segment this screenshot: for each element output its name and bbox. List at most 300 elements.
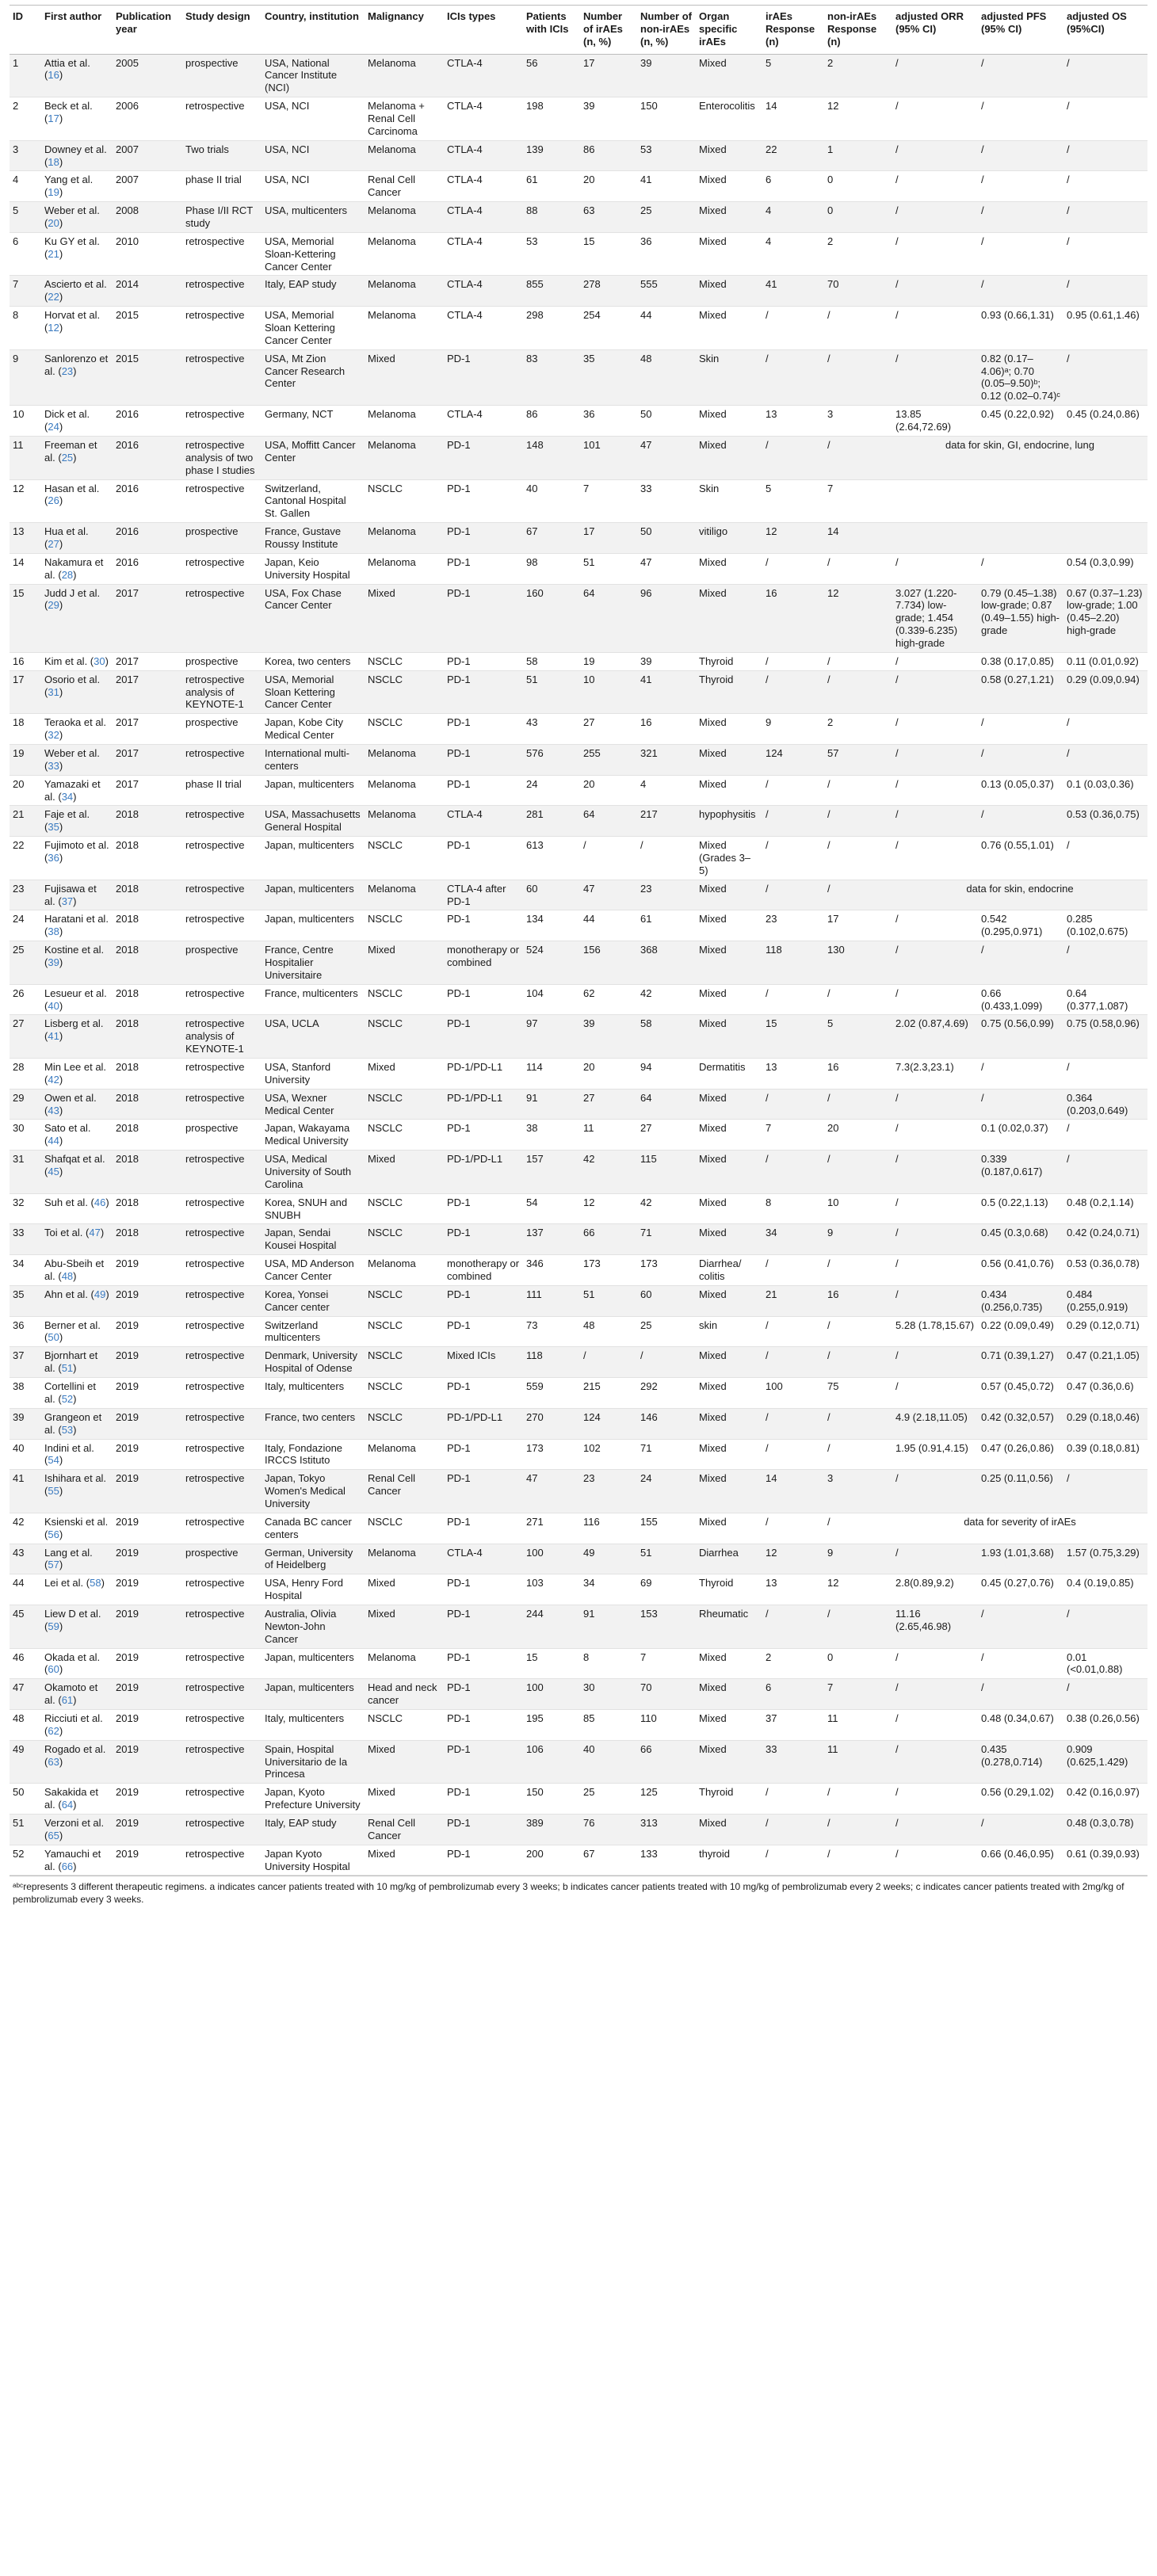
- publication-year: 2017: [113, 584, 182, 652]
- publication-year: 2017: [113, 775, 182, 806]
- adjusted-os: /: [1063, 1151, 1147, 1194]
- non-irae-count: 7: [637, 1648, 696, 1679]
- author-name: Verzoni et al.: [44, 1816, 105, 1829]
- reference-link[interactable]: 29: [48, 599, 59, 612]
- adjusted-pfs: 0.79 (0.45–1.38) low-grade; 0.87 (0.49–1.55) high-grade: [978, 584, 1063, 652]
- non-irae-response: 7: [824, 1679, 892, 1710]
- non-irae-response: /: [824, 1513, 892, 1544]
- reference-link[interactable]: 36: [48, 851, 59, 864]
- study-design: retrospective: [182, 276, 262, 307]
- reference-link[interactable]: 17: [48, 113, 59, 125]
- organ-specific-irae: Thyroid: [696, 1574, 762, 1605]
- author-name: Faje et al.: [44, 808, 90, 821]
- country-institution: Japan, multicenters: [262, 1648, 365, 1679]
- table-row: [10, 307, 1147, 350]
- reference-link[interactable]: 12: [48, 322, 59, 334]
- irae-response: /: [762, 1316, 824, 1347]
- irae-count: 40: [580, 1740, 637, 1784]
- non-irae-response: 12: [824, 584, 892, 652]
- table-row: [10, 140, 1147, 171]
- table-row: [10, 1740, 1147, 1784]
- non-irae-count: 4: [637, 775, 696, 806]
- malignancy: Mixed: [365, 1151, 444, 1194]
- study-id: 20: [10, 775, 41, 806]
- author-name: Yamazaki et al.: [44, 777, 101, 803]
- author-name: Liew D et al.: [44, 1607, 101, 1620]
- organ-specific-irae: Mixed: [696, 276, 762, 307]
- publication-year: 2019: [113, 1513, 182, 1544]
- first-author: Weber et al. (33): [41, 744, 113, 775]
- publication-year: 2006: [113, 97, 182, 141]
- patients-count: 100: [523, 1544, 580, 1574]
- study-id: 27: [10, 1015, 41, 1059]
- study-id: 43: [10, 1544, 41, 1574]
- reference-link[interactable]: 59: [48, 1620, 59, 1632]
- table-row: [10, 984, 1147, 1015]
- reference-link[interactable]: 54: [48, 1454, 59, 1467]
- adjusted-orr: /: [892, 1151, 978, 1194]
- irae-response: /: [762, 1347, 824, 1378]
- patients-count: 91: [523, 1089, 580, 1120]
- publication-year: 2008: [113, 202, 182, 233]
- reference-link[interactable]: 49: [94, 1288, 106, 1300]
- ici-type: PD-1: [444, 1679, 523, 1710]
- malignancy: Melanoma: [365, 1648, 444, 1679]
- non-irae-count: 53: [637, 140, 696, 171]
- author-name: Cortellini et al.: [44, 1380, 97, 1405]
- publication-year: 2019: [113, 1709, 182, 1740]
- adjusted-pfs: 1.93 (1.01,3.68): [978, 1544, 1063, 1574]
- non-irae-response: /: [824, 806, 892, 837]
- patients-count: 160: [523, 584, 580, 652]
- patients-count: 118: [523, 1347, 580, 1378]
- reference-link[interactable]: 25: [61, 451, 74, 464]
- adjusted-os: /: [1063, 232, 1147, 276]
- irae-response: /: [762, 1605, 824, 1648]
- country-institution: USA, NCI: [262, 140, 365, 171]
- non-irae-count: 150: [637, 97, 696, 141]
- first-author: Ricciuti et al. (62): [41, 1709, 113, 1740]
- column-header: Patients with ICIs: [523, 6, 580, 55]
- table-row: [10, 1648, 1147, 1679]
- ici-type: PD-1: [444, 1513, 523, 1544]
- malignancy: Mixed: [365, 1784, 444, 1815]
- irae-count: 173: [580, 1255, 637, 1286]
- irae-count: 49: [580, 1544, 637, 1574]
- non-irae-count: 153: [637, 1605, 696, 1648]
- study-design: retrospective: [182, 806, 262, 837]
- table-row: [10, 1378, 1147, 1409]
- malignancy: Mixed: [365, 1059, 444, 1090]
- reference-link[interactable]: 65: [48, 1829, 59, 1841]
- non-irae-count: 16: [637, 714, 696, 745]
- irae-response: /: [762, 837, 824, 880]
- adjusted-pfs: 0.71 (0.39,1.27): [978, 1347, 1063, 1378]
- irae-count: /: [580, 837, 637, 880]
- reference-link[interactable]: 56: [48, 1528, 59, 1540]
- patients-count: 47: [523, 1470, 580, 1513]
- organ-specific-irae: Mixed: [696, 553, 762, 584]
- irae-count: 47: [580, 880, 637, 910]
- country-institution: USA, NCI: [262, 171, 365, 202]
- irae-count: 51: [580, 553, 637, 584]
- irae-response: /: [762, 652, 824, 670]
- adjusted-os: 0.909 (0.625,1.429): [1063, 1740, 1147, 1784]
- organ-specific-irae: Diarrhea: [696, 1544, 762, 1574]
- first-author: Indini et al. (54): [41, 1439, 113, 1470]
- first-author: Rogado et al. (63): [41, 1740, 113, 1784]
- country-institution: Australia, Olivia Newton-John Cancer: [262, 1605, 365, 1648]
- reference-link[interactable]: 55: [48, 1485, 59, 1498]
- non-irae-response: 7: [824, 479, 892, 523]
- reference-link[interactable]: 64: [61, 1799, 74, 1811]
- adjusted-orr: /: [892, 1814, 978, 1845]
- study-design: phase II trial: [182, 775, 262, 806]
- irae-count: 254: [580, 307, 637, 350]
- non-irae-count: 66: [637, 1740, 696, 1784]
- malignancy: Melanoma: [365, 202, 444, 233]
- study-id: 50: [10, 1784, 41, 1815]
- reference-link[interactable]: 40: [48, 999, 59, 1012]
- publication-year: 2018: [113, 910, 182, 941]
- malignancy: Melanoma: [365, 775, 444, 806]
- table-row: [10, 1151, 1147, 1194]
- patients-count: 43: [523, 714, 580, 745]
- adjusted-orr: /: [892, 1347, 978, 1378]
- non-irae-response: 3: [824, 406, 892, 437]
- reference-link[interactable]: 62: [48, 1724, 59, 1737]
- non-irae-count: 50: [637, 406, 696, 437]
- malignancy: Melanoma: [365, 523, 444, 554]
- adjusted-orr: /: [892, 553, 978, 584]
- non-irae-count: 555: [637, 276, 696, 307]
- non-irae-count: 47: [637, 436, 696, 479]
- adjusted-orr: /: [892, 140, 978, 171]
- publication-year: 2019: [113, 1285, 182, 1316]
- table-row: [10, 1347, 1147, 1378]
- organ-specific-irae: Dermatitis: [696, 1059, 762, 1090]
- irae-count: 8: [580, 1648, 637, 1679]
- publication-year: 2018: [113, 880, 182, 910]
- first-author: Hasan et al. (26): [41, 479, 113, 523]
- study-id: 40: [10, 1439, 41, 1470]
- adjusted-os: 0.47 (0.21,1.05): [1063, 1347, 1147, 1378]
- adjusted-pfs: /: [978, 714, 1063, 745]
- non-irae-response: /: [824, 670, 892, 714]
- non-irae-response: /: [824, 1255, 892, 1286]
- publication-year: 2019: [113, 1316, 182, 1347]
- first-author: Lang et al. (57): [41, 1544, 113, 1574]
- study-id: 47: [10, 1679, 41, 1710]
- patients-count: 54: [523, 1193, 580, 1224]
- malignancy: Mixed: [365, 1845, 444, 1876]
- malignancy: Mixed: [365, 941, 444, 985]
- non-irae-response: 2: [824, 232, 892, 276]
- non-irae-response: /: [824, 652, 892, 670]
- study-id: 48: [10, 1709, 41, 1740]
- non-irae-count: 94: [637, 1059, 696, 1090]
- study-id: 23: [10, 880, 41, 910]
- irae-count: 67: [580, 1845, 637, 1876]
- malignancy: NSCLC: [365, 1120, 444, 1151]
- table-row: [10, 97, 1147, 141]
- irae-count: 42: [580, 1151, 637, 1194]
- patients-count: 58: [523, 652, 580, 670]
- country-institution: Japan, Kyoto Prefecture University: [262, 1784, 365, 1815]
- patients-count: 56: [523, 54, 580, 97]
- adjusted-orr: /: [892, 1224, 978, 1255]
- reference-link[interactable]: 28: [61, 568, 74, 581]
- irae-response: /: [762, 775, 824, 806]
- reference-link[interactable]: 22: [48, 291, 59, 303]
- irae-count: 10: [580, 670, 637, 714]
- study-design: retrospective: [182, 1193, 262, 1224]
- reference-link[interactable]: 23: [61, 364, 74, 377]
- adjusted-os: /: [1063, 349, 1147, 405]
- first-author: Hua et al. (27): [41, 523, 113, 554]
- ici-type: PD-1: [444, 1814, 523, 1845]
- column-header: Publication year: [113, 6, 182, 55]
- ici-type: PD-1: [444, 1605, 523, 1648]
- adjusted-os: /: [1063, 1120, 1147, 1151]
- adjusted-pfs: 0.45 (0.27,0.76): [978, 1574, 1063, 1605]
- reference-link[interactable]: 16: [48, 69, 59, 82]
- country-institution: USA, Henry Ford Hospital: [262, 1574, 365, 1605]
- patients-count: 346: [523, 1255, 580, 1286]
- publication-year: 2018: [113, 1015, 182, 1059]
- reference-link[interactable]: 48: [61, 1270, 74, 1283]
- country-institution: Canada BC cancer centers: [262, 1513, 365, 1544]
- non-irae-response: 0: [824, 202, 892, 233]
- reference-link[interactable]: 43: [48, 1104, 59, 1116]
- non-irae-count: 69: [637, 1574, 696, 1605]
- reference-link[interactable]: 31: [48, 685, 59, 698]
- non-irae-response: /: [824, 1347, 892, 1378]
- reference-link[interactable]: 30: [94, 654, 105, 667]
- irae-response: 14: [762, 1470, 824, 1513]
- adjusted-orr: /: [892, 276, 978, 307]
- country-institution: Switzerland, Cantonal Hospital St. Gallen: [262, 479, 365, 523]
- reference-link[interactable]: 18: [48, 155, 59, 168]
- first-author: Dick et al. (24): [41, 406, 113, 437]
- study-design: retrospective: [182, 1574, 262, 1605]
- adjusted-os: /: [1063, 1470, 1147, 1513]
- table-row: [10, 523, 1147, 554]
- table-row: [10, 202, 1147, 233]
- adjusted-os: /: [1063, 1059, 1147, 1090]
- patients-count: 389: [523, 1814, 580, 1845]
- study-id: 52: [10, 1845, 41, 1876]
- irae-count: 19: [580, 652, 637, 670]
- first-author: Ksienski et al. (56): [41, 1513, 113, 1544]
- malignancy: Melanoma: [365, 307, 444, 350]
- patients-count: 114: [523, 1059, 580, 1090]
- malignancy: Melanoma: [365, 1255, 444, 1286]
- adjusted-pfs: 0.45 (0.3,0.68): [978, 1224, 1063, 1255]
- table-row: [10, 349, 1147, 405]
- study-id: 1: [10, 54, 41, 97]
- reference-link[interactable]: 20: [48, 217, 59, 230]
- study-id: 8: [10, 307, 41, 350]
- irae-response: /: [762, 1784, 824, 1815]
- ici-type: PD-1/PD-L1: [444, 1089, 523, 1120]
- first-author: Yang et al. (19): [41, 171, 113, 202]
- country-institution: Korea, Yonsei Cancer center: [262, 1285, 365, 1316]
- table-row: [10, 806, 1147, 837]
- country-institution: Denmark, University Hospital of Odense: [262, 1347, 365, 1378]
- adjusted-orr: /: [892, 1193, 978, 1224]
- reference-link[interactable]: 26: [48, 494, 59, 507]
- study-id: 28: [10, 1059, 41, 1090]
- adjusted-os: 0.11 (0.01,0.92): [1063, 652, 1147, 670]
- author-name: Attia et al.: [44, 56, 90, 69]
- reference-link[interactable]: 57: [48, 1559, 59, 1571]
- malignancy: NSCLC: [365, 1316, 444, 1347]
- publication-year: 2007: [113, 140, 182, 171]
- table-row: [10, 1814, 1147, 1845]
- adjusted-os: 0.48 (0.2,1.14): [1063, 1193, 1147, 1224]
- study-design: retrospective: [182, 97, 262, 141]
- ici-type: PD-1: [444, 1285, 523, 1316]
- reference-link[interactable]: 33: [48, 759, 59, 772]
- irae-response: 13: [762, 406, 824, 437]
- ici-type: PD-1: [444, 670, 523, 714]
- reference-link[interactable]: 45: [48, 1166, 59, 1178]
- reference-link[interactable]: 35: [48, 821, 59, 834]
- reference-link[interactable]: 38: [48, 925, 59, 938]
- first-author: Ahn et al. (49): [41, 1285, 113, 1316]
- study-id: 21: [10, 806, 41, 837]
- ici-type: PD-1: [444, 1784, 523, 1815]
- patients-count: 51: [523, 670, 580, 714]
- first-author: Kostine et al. (39): [41, 941, 113, 985]
- table-row: [10, 553, 1147, 584]
- reference-link[interactable]: 58: [90, 1577, 101, 1589]
- reference-link[interactable]: 34: [61, 790, 74, 803]
- adjusted-orr: /: [892, 714, 978, 745]
- reference-link[interactable]: 37: [61, 895, 74, 907]
- ici-type: PD-1: [444, 1574, 523, 1605]
- adjusted-pfs: /: [978, 744, 1063, 775]
- malignancy: NSCLC: [365, 1224, 444, 1255]
- column-header: Number of non-irAEs (n, %): [637, 6, 696, 55]
- patients-count: 281: [523, 806, 580, 837]
- malignancy: NSCLC: [365, 1193, 444, 1224]
- publication-year: 2016: [113, 523, 182, 554]
- publication-year: 2019: [113, 1679, 182, 1710]
- reference-link[interactable]: 53: [61, 1423, 74, 1436]
- reference-link[interactable]: 21: [48, 247, 59, 260]
- ici-type: PD-1: [444, 436, 523, 479]
- adjusted-orr: /: [892, 97, 978, 141]
- first-author: Berner et al. (50): [41, 1316, 113, 1347]
- ici-type: PD-1: [444, 1740, 523, 1784]
- ici-type: PD-1: [444, 652, 523, 670]
- reference-link[interactable]: 63: [48, 1755, 59, 1768]
- author-name: Okada et al.: [44, 1651, 101, 1663]
- publication-year: 2018: [113, 1120, 182, 1151]
- irae-count: 85: [580, 1709, 637, 1740]
- author-name: Rogado et al.: [44, 1742, 106, 1755]
- reference-link[interactable]: 46: [94, 1196, 106, 1208]
- publication-year: 2019: [113, 1378, 182, 1409]
- study-design: Two trials: [182, 140, 262, 171]
- irae-response: 23: [762, 910, 824, 941]
- adjusted-os: /: [1063, 1679, 1147, 1710]
- patients-count: 106: [523, 1740, 580, 1784]
- table-row: [10, 670, 1147, 714]
- reference-link[interactable]: 27: [48, 537, 59, 550]
- column-header: Country, institution: [262, 6, 365, 55]
- irae-response: /: [762, 1408, 824, 1439]
- first-author: Osorio et al. (31): [41, 670, 113, 714]
- author-name: Grangeon et al.: [44, 1410, 102, 1436]
- irae-count: 30: [580, 1679, 637, 1710]
- reference-link[interactable]: 47: [89, 1227, 101, 1239]
- reference-link[interactable]: 42: [48, 1073, 59, 1086]
- author-name: Yamauchi et al.: [44, 1847, 101, 1872]
- organ-specific-irae: Mixed: [696, 1378, 762, 1409]
- study-design: prospective: [182, 941, 262, 985]
- reference-link[interactable]: 51: [61, 1362, 74, 1375]
- author-name: Berner et al.: [44, 1319, 101, 1331]
- study-id: 10: [10, 406, 41, 437]
- study-id: 39: [10, 1408, 41, 1439]
- reference-link[interactable]: 24: [48, 421, 59, 433]
- non-irae-response: 2: [824, 54, 892, 97]
- adjusted-orr: /: [892, 775, 978, 806]
- study-design: retrospective: [182, 1285, 262, 1316]
- irae-count: 124: [580, 1408, 637, 1439]
- publication-year: 2017: [113, 652, 182, 670]
- reference-link[interactable]: 19: [48, 186, 59, 199]
- table-row: [10, 436, 1147, 479]
- study-id: 19: [10, 744, 41, 775]
- non-irae-response: /: [824, 1845, 892, 1876]
- ici-type: CTLA-4: [444, 806, 523, 837]
- irae-count: 27: [580, 1089, 637, 1120]
- reference-link[interactable]: 41: [48, 1030, 59, 1043]
- publication-year: 2019: [113, 1439, 182, 1470]
- adjusted-pfs: /: [978, 1605, 1063, 1648]
- first-author: Ascierto et al. (22): [41, 276, 113, 307]
- first-author: Kim et al. (30): [41, 652, 113, 670]
- author-name: Abu-Sbeih et al.: [44, 1257, 105, 1283]
- adjusted-pfs: [978, 523, 1063, 554]
- country-institution: Japan, Sendai Kousei Hospital: [262, 1224, 365, 1255]
- reference-link[interactable]: 61: [61, 1694, 74, 1707]
- study-design: retrospective: [182, 479, 262, 523]
- author-name: Ku GY et al.: [44, 235, 100, 247]
- irae-response: /: [762, 670, 824, 714]
- country-institution: Korea, SNUH and SNUBH: [262, 1193, 365, 1224]
- reference-link[interactable]: 60: [48, 1663, 59, 1676]
- publication-year: 2018: [113, 806, 182, 837]
- irae-count: 62: [580, 984, 637, 1015]
- reference-link[interactable]: 39: [48, 956, 59, 968]
- reference-link[interactable]: 32: [48, 729, 59, 742]
- non-irae-response: 9: [824, 1544, 892, 1574]
- table-row: [10, 406, 1147, 437]
- non-irae-response: /: [824, 307, 892, 350]
- publication-year: 2016: [113, 553, 182, 584]
- reference-link[interactable]: 50: [48, 1331, 59, 1344]
- reference-link[interactable]: 66: [61, 1860, 74, 1872]
- reference-link[interactable]: 44: [48, 1135, 59, 1147]
- patients-count: 298: [523, 307, 580, 350]
- reference-link[interactable]: 52: [61, 1392, 74, 1405]
- irae-response: 7: [762, 1120, 824, 1151]
